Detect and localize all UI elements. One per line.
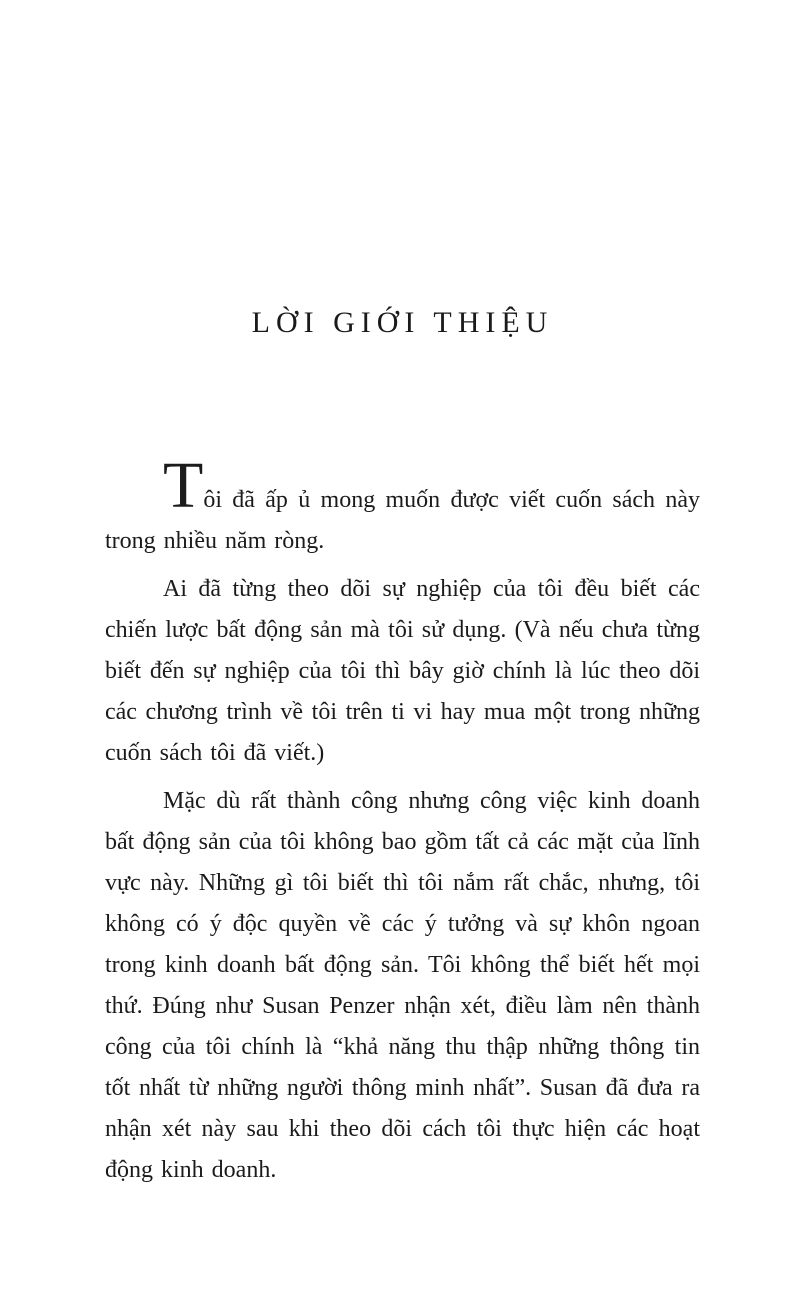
dropcap-initial: T [163, 448, 204, 522]
paragraph: Ai đã từng theo dõi sự nghiệp của tôi đều biết các chiến lược bất động sản mà tôi sử dụng. (Và nếu chưa từng biết đến sự nghiệp của tôi thì bây giờ chính là lúc theo dõi các chương trình về tôi trên ti vi hay mua một trong những cuốn sách tôi đã viết.) [105, 575, 700, 766]
paragraph-intro [105, 448, 700, 562]
chapter-title: LỜI GIỚI THIỆU [251, 306, 554, 339]
paragraph: Mặc dù rất thành công nhưng công việc kinh doanh bất động sản của tôi không bao gồm tất cả các mặt của lĩnh vực này. Những gì tôi biết thì tôi nắm rất chắc, nhưng, tôi không có ý độc quyền về các ý tưởng và sự khôn ngoan trong kinh doanh bất động sản. Tôi không thể biết hết mọi thứ. Đúng như Susan Penzer nhận xét, điều làm nên thành công của tôi chính là “khả năng thu thập những thông tin tốt nhất từ những người thông minh nhất”. Susan đã đưa ra nhận xét này sau khi theo dõi cách tôi thực hiện các hoạt động kinh doanh. [105, 787, 700, 1183]
body-text [105, 448, 700, 1191]
paragraph-intro-text: ôi đã ấp ủ mong muốn được viết cuốn sách này trong nhiều năm ròng. [105, 486, 700, 554]
